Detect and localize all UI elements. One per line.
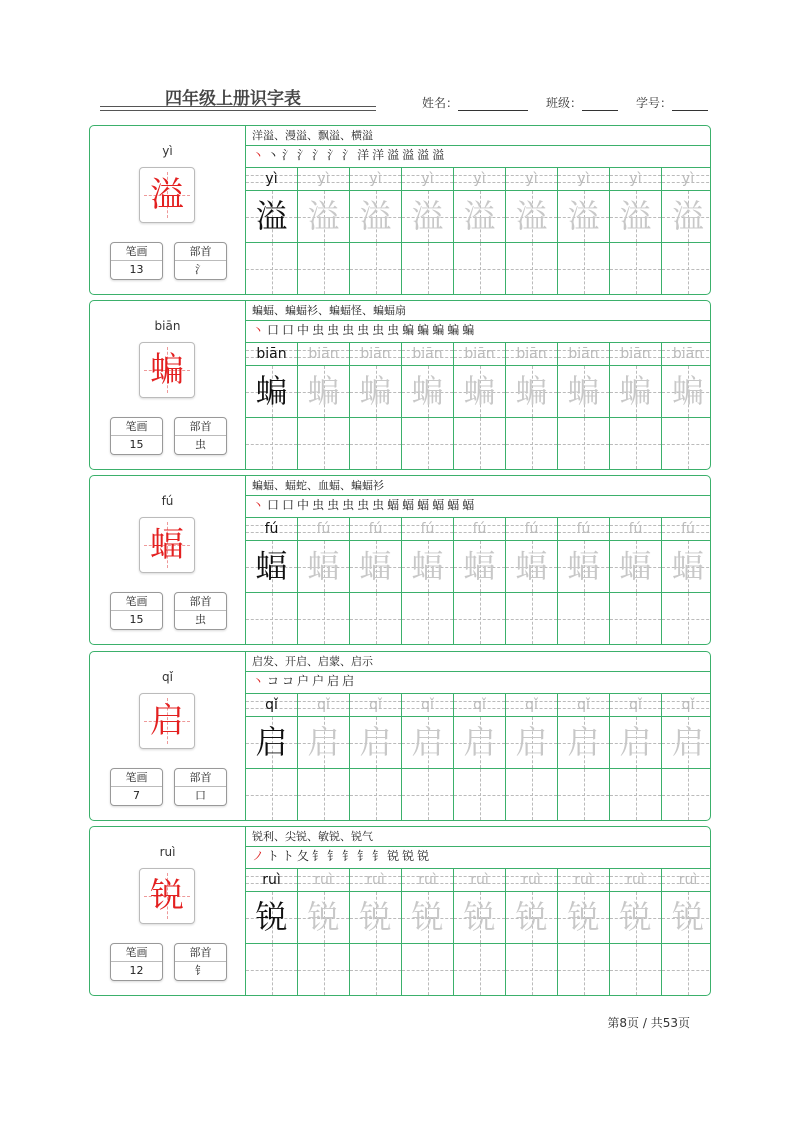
stroke-step: 蝙 bbox=[462, 323, 478, 337]
stroke-step: 启 bbox=[327, 674, 343, 688]
practice-cell[interactable] bbox=[246, 869, 298, 996]
practice-cell[interactable] bbox=[506, 343, 558, 470]
practice-cell[interactable] bbox=[610, 343, 662, 470]
stroke-order bbox=[252, 145, 447, 166]
stroke-count-box bbox=[110, 417, 163, 455]
practice-cell[interactable] bbox=[610, 869, 662, 996]
stroke-step: 钅 bbox=[372, 849, 388, 863]
stroke-step: 蝙 bbox=[432, 323, 448, 337]
practice-cell[interactable] bbox=[350, 343, 402, 470]
practice-cell[interactable] bbox=[350, 168, 402, 295]
word-examples: 锐利、尖锐、敏锐、锐气 bbox=[252, 830, 373, 843]
trace-char: 启 bbox=[567, 723, 600, 761]
practice-cell[interactable] bbox=[298, 694, 350, 821]
practice-cell[interactable] bbox=[506, 694, 558, 821]
trace-pinyin: fú bbox=[681, 521, 695, 537]
trace-char: 溢 bbox=[619, 197, 652, 235]
practice-cell[interactable] bbox=[350, 518, 402, 645]
char-glyph: 溢 bbox=[150, 175, 184, 215]
stroke-step: 启 bbox=[342, 674, 358, 688]
char-card bbox=[89, 826, 711, 996]
word-examples: 蝙蝠、蝠蛇、血蝠、蝙蝠衫 bbox=[252, 479, 384, 492]
radical-value: 口 bbox=[195, 789, 206, 802]
radical-value: 虫 bbox=[195, 613, 206, 626]
name-label: 姓名： bbox=[421, 96, 458, 110]
practice-grid bbox=[246, 869, 711, 996]
student-fields bbox=[422, 94, 708, 111]
stroke-step: コ bbox=[267, 674, 283, 688]
practice-cell[interactable] bbox=[454, 518, 506, 645]
trace-pinyin: fú bbox=[576, 521, 591, 537]
stroke-step: 溢 bbox=[417, 148, 433, 162]
trace-pinyin: yì bbox=[681, 171, 695, 187]
trace-pinyin: fú bbox=[420, 521, 435, 537]
trace-char: 蝠 bbox=[567, 547, 600, 585]
trace-char: 启 bbox=[515, 723, 548, 761]
trace-pinyin: ruì bbox=[418, 872, 437, 888]
stroke-step: 口 bbox=[267, 323, 283, 337]
radical-box bbox=[174, 768, 227, 806]
radical-box bbox=[174, 417, 227, 455]
stroke-step: 钅 bbox=[327, 849, 343, 863]
trace-char: 蝙 bbox=[567, 372, 600, 410]
stroke-step: 丶 bbox=[252, 323, 268, 337]
word-examples: 蝙蝠、蝙蝠衫、蝙蝠怪、蝙蝠扇 bbox=[252, 304, 406, 317]
trace-pinyin: biān bbox=[516, 346, 547, 362]
stroke-step: 氵 bbox=[312, 148, 328, 162]
trace-pinyin: qǐ bbox=[265, 697, 278, 713]
trace-pinyin: yì bbox=[421, 171, 434, 187]
radical-box bbox=[174, 242, 227, 280]
stroke-step: 虫 bbox=[372, 498, 388, 512]
trace-char: 锐 bbox=[411, 898, 444, 936]
char-card bbox=[89, 475, 711, 645]
stroke-step: 洋 bbox=[372, 148, 388, 162]
trace-char: 蝠 bbox=[411, 547, 444, 585]
practice-cell[interactable] bbox=[246, 343, 298, 470]
trace-char: 蝠 bbox=[255, 547, 288, 585]
char-glyph: 蝙 bbox=[150, 350, 184, 390]
stroke-step: 中 bbox=[297, 323, 313, 337]
stroke-step: 口 bbox=[267, 498, 283, 512]
stroke-step: 虫 bbox=[372, 323, 388, 337]
stroke-step: 虫 bbox=[357, 323, 373, 337]
trace-char: 蝠 bbox=[463, 547, 496, 585]
stroke-count-label: 笔画 bbox=[111, 593, 162, 611]
practice-cell[interactable] bbox=[610, 518, 662, 645]
class-label: 班级： bbox=[545, 96, 582, 110]
stroke-step: 钅 bbox=[357, 849, 373, 863]
practice-panel bbox=[246, 301, 710, 469]
stroke-step: 丶 bbox=[267, 148, 283, 162]
trace-char: 蝠 bbox=[619, 547, 652, 585]
trace-pinyin: fú bbox=[368, 521, 383, 537]
trace-char: 蝠 bbox=[515, 547, 548, 585]
stroke-step: 洋 bbox=[357, 148, 373, 162]
radical-label: 部首 bbox=[175, 418, 226, 436]
radical-label: 部首 bbox=[175, 243, 226, 261]
trace-char: 蝙 bbox=[307, 372, 340, 410]
id-field[interactable] bbox=[636, 94, 708, 111]
practice-cell[interactable] bbox=[350, 694, 402, 821]
trace-pinyin: yì bbox=[525, 171, 538, 187]
char-card bbox=[89, 651, 711, 821]
trace-char: 启 bbox=[411, 723, 444, 761]
char-display-box bbox=[139, 342, 195, 398]
trace-pinyin: fú bbox=[472, 521, 487, 537]
word-examples: 启发、开启、启蒙、启示 bbox=[252, 655, 373, 668]
trace-char: 启 bbox=[255, 723, 288, 761]
trace-char: 启 bbox=[359, 723, 392, 761]
trace-pinyin: biān bbox=[256, 346, 287, 362]
practice-cell[interactable] bbox=[662, 869, 711, 996]
stroke-step: 氵 bbox=[327, 148, 343, 162]
trace-pinyin: biān bbox=[568, 346, 599, 362]
trace-char: 蝠 bbox=[307, 547, 340, 585]
char-info-panel bbox=[90, 827, 246, 995]
practice-cell[interactable] bbox=[402, 694, 454, 821]
trace-char: 溢 bbox=[359, 197, 392, 235]
practice-cell[interactable] bbox=[402, 168, 454, 295]
practice-cell[interactable] bbox=[298, 869, 350, 996]
stroke-step: 蝠 bbox=[462, 498, 478, 512]
trace-pinyin: yì bbox=[577, 171, 590, 187]
stroke-step: ト bbox=[267, 849, 283, 863]
trace-pinyin: biān bbox=[464, 346, 495, 362]
stroke-count-box bbox=[110, 592, 163, 630]
practice-cell[interactable] bbox=[298, 518, 350, 645]
stroke-step: 中 bbox=[297, 498, 313, 512]
char-pinyin: biān bbox=[154, 319, 181, 333]
trace-pinyin: qǐ bbox=[577, 697, 590, 713]
trace-char: 溢 bbox=[411, 197, 444, 235]
trace-char: 锐 bbox=[619, 898, 652, 936]
practice-grid bbox=[246, 168, 711, 295]
stroke-order bbox=[252, 846, 432, 867]
trace-char: 蝙 bbox=[619, 372, 652, 410]
trace-pinyin: yì bbox=[369, 171, 382, 187]
trace-char: 锐 bbox=[307, 898, 340, 936]
trace-pinyin: ruì bbox=[314, 872, 333, 888]
stroke-step: 蝠 bbox=[447, 498, 463, 512]
trace-pinyin: qǐ bbox=[317, 697, 330, 713]
class-field[interactable] bbox=[546, 94, 618, 111]
stroke-step: 钅 bbox=[312, 849, 328, 863]
practice-panel bbox=[246, 652, 710, 820]
practice-panel bbox=[246, 827, 710, 995]
stroke-step: 蝙 bbox=[417, 323, 433, 337]
practice-cell[interactable] bbox=[662, 694, 711, 821]
stroke-step: 蝠 bbox=[387, 498, 403, 512]
stroke-step: 虫 bbox=[327, 323, 343, 337]
practice-cell[interactable] bbox=[506, 518, 558, 645]
stroke-step: 锐 bbox=[387, 849, 403, 863]
trace-char: 启 bbox=[671, 723, 704, 761]
trace-pinyin: ruì bbox=[626, 872, 645, 888]
radical-label: 部首 bbox=[175, 944, 226, 962]
practice-grid bbox=[246, 518, 711, 645]
stroke-step: 蝠 bbox=[432, 498, 448, 512]
char-pinyin: qǐ bbox=[162, 670, 173, 684]
trace-pinyin: biān bbox=[412, 346, 443, 362]
stroke-step: ノ bbox=[252, 849, 268, 863]
trace-pinyin: qǐ bbox=[629, 697, 642, 713]
practice-panel bbox=[246, 126, 710, 294]
stroke-step: 锐 bbox=[402, 849, 418, 863]
stroke-step: 丶 bbox=[252, 498, 268, 512]
practice-cell[interactable] bbox=[350, 869, 402, 996]
stroke-count-box bbox=[110, 242, 163, 280]
trace-pinyin: fú bbox=[524, 521, 539, 537]
trace-char: 启 bbox=[619, 723, 652, 761]
trace-char: 溢 bbox=[567, 197, 600, 235]
trace-char: 蝙 bbox=[515, 372, 548, 410]
trace-char: 锐 bbox=[671, 898, 704, 936]
stroke-count-value: 7 bbox=[133, 789, 140, 802]
stroke-count-value: 15 bbox=[129, 613, 144, 626]
page-title: 四年级上册识字表 bbox=[165, 89, 301, 109]
trace-pinyin: qǐ bbox=[473, 697, 486, 713]
stroke-step: 虫 bbox=[342, 323, 358, 337]
char-card bbox=[89, 300, 711, 470]
stroke-count-value: 13 bbox=[129, 263, 144, 276]
practice-cell[interactable] bbox=[662, 168, 711, 295]
char-info-panel bbox=[90, 126, 246, 294]
stroke-step: コ bbox=[282, 674, 298, 688]
practice-cell[interactable] bbox=[558, 343, 610, 470]
stroke-count-box bbox=[110, 943, 163, 981]
stroke-step: 户 bbox=[312, 674, 328, 688]
trace-pinyin: qǐ bbox=[681, 697, 695, 713]
char-info-panel bbox=[90, 476, 246, 644]
practice-cell[interactable] bbox=[558, 518, 610, 645]
stroke-step: 丶 bbox=[252, 674, 268, 688]
char-card bbox=[89, 125, 711, 295]
trace-char: 溢 bbox=[671, 197, 704, 235]
char-glyph: 启 bbox=[150, 701, 184, 741]
practice-cell[interactable] bbox=[402, 869, 454, 996]
char-glyph: 蝠 bbox=[150, 525, 184, 565]
id-blank[interactable] bbox=[672, 98, 708, 111]
trace-char: 溢 bbox=[307, 197, 340, 235]
stroke-step: 蝙 bbox=[447, 323, 463, 337]
trace-char: 溢 bbox=[515, 197, 548, 235]
trace-pinyin: yì bbox=[265, 171, 278, 187]
trace-pinyin: biān bbox=[308, 346, 339, 362]
trace-pinyin: yì bbox=[473, 171, 486, 187]
trace-char: 溢 bbox=[255, 197, 288, 235]
practice-cell[interactable] bbox=[506, 168, 558, 295]
stroke-step: 虫 bbox=[357, 498, 373, 512]
trace-pinyin: ruì bbox=[262, 872, 281, 888]
stroke-count-box bbox=[110, 768, 163, 806]
stroke-step: 虫 bbox=[312, 498, 328, 512]
trace-pinyin: qǐ bbox=[369, 697, 382, 713]
stroke-step: 氵 bbox=[297, 148, 313, 162]
stroke-step: 夂 bbox=[297, 849, 313, 863]
radical-box bbox=[174, 592, 227, 630]
practice-grid bbox=[246, 694, 711, 821]
radical-value: 氵 bbox=[195, 263, 206, 276]
radical-label: 部首 bbox=[175, 769, 226, 787]
char-info-panel bbox=[90, 652, 246, 820]
stroke-step: 虫 bbox=[342, 498, 358, 512]
stroke-order bbox=[252, 320, 477, 341]
practice-cell[interactable] bbox=[558, 869, 610, 996]
char-pinyin: yì bbox=[162, 144, 173, 158]
char-info-panel bbox=[90, 301, 246, 469]
practice-cell[interactable] bbox=[454, 343, 506, 470]
trace-char: 蝙 bbox=[359, 372, 392, 410]
trace-char: 锐 bbox=[463, 898, 496, 936]
stroke-step: 蝙 bbox=[402, 323, 418, 337]
trace-pinyin: ruì bbox=[678, 872, 698, 888]
word-examples: 洋溢、漫溢、飘溢、横溢 bbox=[252, 129, 373, 142]
stroke-step: 蝠 bbox=[417, 498, 433, 512]
practice-cell[interactable] bbox=[558, 694, 610, 821]
char-display-box bbox=[139, 167, 195, 223]
trace-pinyin: biān bbox=[360, 346, 391, 362]
trace-char: 启 bbox=[307, 723, 340, 761]
trace-char: 锐 bbox=[359, 898, 392, 936]
page-number: 第8页 / 共53页 bbox=[607, 1016, 690, 1030]
stroke-step: 口 bbox=[282, 498, 298, 512]
trace-char: 蝙 bbox=[671, 372, 704, 410]
stroke-step: 钅 bbox=[342, 849, 358, 863]
trace-char: 锐 bbox=[567, 898, 600, 936]
practice-cell[interactable] bbox=[246, 518, 298, 645]
stroke-step: 虫 bbox=[387, 323, 403, 337]
trace-pinyin: ruì bbox=[574, 872, 593, 888]
trace-pinyin: yì bbox=[317, 171, 330, 187]
trace-char: 启 bbox=[463, 723, 496, 761]
stroke-step: 氵 bbox=[282, 148, 298, 162]
trace-pinyin: biān bbox=[620, 346, 651, 362]
stroke-step: 溢 bbox=[432, 148, 448, 162]
stroke-step: 溢 bbox=[402, 148, 418, 162]
trace-char: 蝙 bbox=[411, 372, 444, 410]
stroke-step: 户 bbox=[297, 674, 313, 688]
practice-cell[interactable] bbox=[506, 869, 558, 996]
radical-value: 虫 bbox=[195, 438, 206, 451]
name-blank[interactable] bbox=[458, 98, 528, 111]
title-underline-2 bbox=[100, 110, 376, 111]
char-display-box bbox=[139, 517, 195, 573]
practice-cell[interactable] bbox=[298, 343, 350, 470]
trace-char: 蝙 bbox=[463, 372, 496, 410]
trace-char: 锐 bbox=[515, 898, 548, 936]
stroke-step: 口 bbox=[282, 323, 298, 337]
stroke-count-value: 15 bbox=[129, 438, 144, 451]
stroke-step: 虫 bbox=[312, 323, 328, 337]
char-pinyin: ruì bbox=[159, 845, 176, 859]
stroke-step: 蝠 bbox=[402, 498, 418, 512]
stroke-count-label: 笔画 bbox=[111, 418, 162, 436]
name-field[interactable] bbox=[422, 94, 528, 111]
title-underline bbox=[100, 106, 376, 107]
trace-pinyin: ruì bbox=[470, 872, 489, 888]
char-display-box bbox=[139, 868, 195, 924]
practice-grid bbox=[246, 343, 711, 470]
practice-cell[interactable] bbox=[610, 694, 662, 821]
radical-box bbox=[174, 943, 227, 981]
char-glyph: 锐 bbox=[150, 876, 184, 916]
practice-cell[interactable] bbox=[246, 168, 298, 295]
stroke-step: 锐 bbox=[417, 849, 433, 863]
trace-pinyin: yì bbox=[629, 171, 642, 187]
stroke-count-label: 笔画 bbox=[111, 944, 162, 962]
trace-char: 蝠 bbox=[359, 547, 392, 585]
practice-cell[interactable] bbox=[454, 694, 506, 821]
stroke-count-label: 笔画 bbox=[111, 243, 162, 261]
stroke-step: ト bbox=[282, 849, 298, 863]
trace-char: 锐 bbox=[255, 898, 288, 936]
practice-cell[interactable] bbox=[662, 518, 711, 645]
stroke-order bbox=[252, 671, 357, 692]
practice-cell[interactable] bbox=[662, 343, 711, 470]
trace-char: 蝙 bbox=[255, 372, 288, 410]
class-blank[interactable] bbox=[582, 98, 618, 111]
trace-pinyin: qǐ bbox=[525, 697, 538, 713]
trace-pinyin: ruì bbox=[522, 872, 541, 888]
practice-cell[interactable] bbox=[610, 168, 662, 295]
stroke-count-label: 笔画 bbox=[111, 769, 162, 787]
trace-pinyin: qǐ bbox=[421, 697, 434, 713]
practice-cell[interactable] bbox=[558, 168, 610, 295]
practice-cell[interactable] bbox=[298, 168, 350, 295]
practice-cell[interactable] bbox=[454, 869, 506, 996]
practice-cell[interactable] bbox=[454, 168, 506, 295]
stroke-step: 氵 bbox=[342, 148, 358, 162]
char-pinyin: fú bbox=[161, 494, 174, 508]
trace-pinyin: biān bbox=[672, 346, 704, 362]
stroke-step: 溢 bbox=[387, 148, 403, 162]
radical-label: 部首 bbox=[175, 593, 226, 611]
practice-cell[interactable] bbox=[402, 343, 454, 470]
practice-panel bbox=[246, 476, 710, 644]
stroke-step: 虫 bbox=[327, 498, 343, 512]
stroke-step: 丶 bbox=[252, 148, 268, 162]
stroke-count-value: 12 bbox=[129, 964, 144, 977]
trace-char: 溢 bbox=[463, 197, 496, 235]
practice-cell[interactable] bbox=[402, 518, 454, 645]
stroke-order bbox=[252, 495, 477, 516]
trace-pinyin: fú bbox=[628, 521, 643, 537]
trace-pinyin: fú bbox=[316, 521, 331, 537]
trace-pinyin: ruì bbox=[366, 872, 385, 888]
trace-char: 蝠 bbox=[671, 547, 704, 585]
id-label: 学号： bbox=[635, 96, 672, 110]
char-display-box bbox=[139, 693, 195, 749]
trace-pinyin: fú bbox=[264, 521, 279, 537]
radical-value: 钅 bbox=[195, 964, 206, 977]
practice-cell[interactable] bbox=[246, 694, 298, 821]
